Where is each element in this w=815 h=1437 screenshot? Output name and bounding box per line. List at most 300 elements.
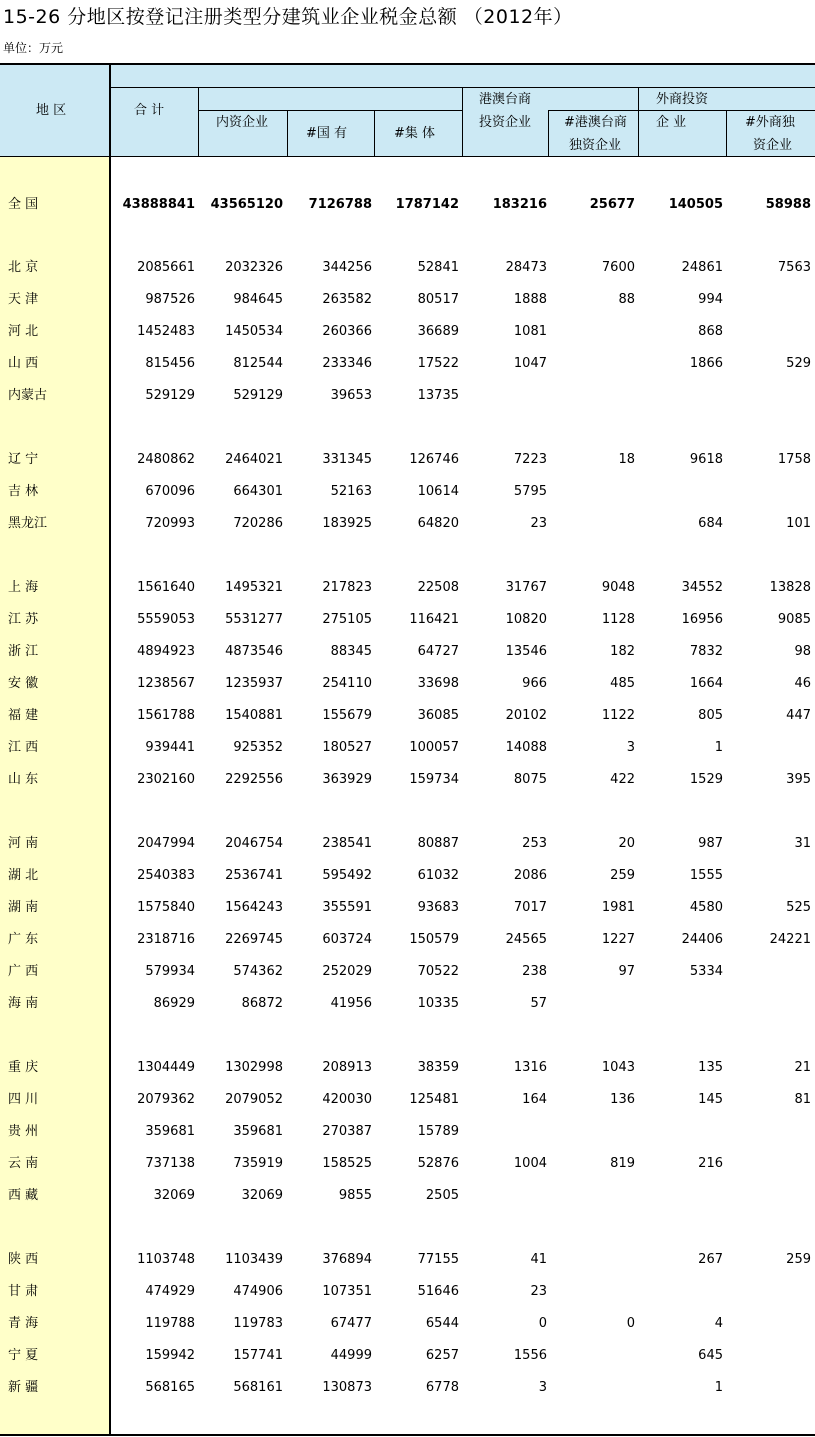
value-cell-domestic: 1235937 bbox=[225, 676, 283, 691]
value-cell-foreign: 145 bbox=[698, 1092, 723, 1107]
value-cell-foreign-sole: 529 bbox=[786, 356, 811, 371]
header-total: 合 计 bbox=[134, 103, 165, 118]
value-cell-domestic: 2292556 bbox=[225, 772, 283, 787]
value-cell-collective: 13735 bbox=[417, 388, 459, 403]
value-cell-foreign: 1555 bbox=[689, 868, 723, 883]
value-cell-collective: 150579 bbox=[409, 932, 459, 947]
value-cell-state: 260366 bbox=[322, 324, 372, 339]
value-cell-foreign: 34552 bbox=[681, 580, 723, 595]
table-row bbox=[0, 578, 815, 598]
value-cell-hmt-sole: 9048 bbox=[601, 580, 635, 595]
value-cell-domestic: 735919 bbox=[233, 1156, 283, 1171]
value-cell-hmt-sole: 182 bbox=[610, 644, 635, 659]
value-cell-collective: 52876 bbox=[417, 1156, 459, 1171]
value-cell-total: 1238567 bbox=[137, 676, 195, 691]
value-cell-hmt: 966 bbox=[522, 676, 547, 691]
region-name-cell: 安 徽 bbox=[8, 676, 39, 691]
value-cell-total: 119788 bbox=[145, 1316, 195, 1331]
value-cell-total: 670096 bbox=[145, 484, 195, 499]
region-name-cell: 河 北 bbox=[8, 324, 39, 339]
value-cell-total: 1561788 bbox=[137, 708, 195, 723]
value-cell-hmt: 183216 bbox=[492, 197, 547, 212]
region-name-cell: 山 东 bbox=[8, 772, 39, 787]
value-cell-collective: 100057 bbox=[409, 740, 459, 755]
value-cell-domestic: 664301 bbox=[233, 484, 283, 499]
value-cell-hmt: 41 bbox=[530, 1252, 547, 1267]
table-row bbox=[0, 1282, 815, 1302]
value-cell-foreign: 7832 bbox=[689, 644, 723, 659]
value-cell-state: 41956 bbox=[330, 996, 372, 1011]
value-cell-collective: 77155 bbox=[417, 1252, 459, 1267]
value-cell-collective: 64727 bbox=[417, 644, 459, 659]
value-cell-state: 603724 bbox=[322, 932, 372, 947]
region-name-cell: 河 南 bbox=[8, 836, 39, 851]
header-divider bbox=[287, 110, 288, 157]
value-cell-domestic: 359681 bbox=[233, 1124, 283, 1139]
region-name-cell: 黑龙江 bbox=[8, 516, 48, 531]
region-name-cell: 浙 江 bbox=[8, 644, 39, 659]
value-cell-hmt-sole: 1981 bbox=[601, 900, 635, 915]
value-cell-collective: 51646 bbox=[417, 1284, 459, 1299]
value-cell-domestic: 1450534 bbox=[225, 324, 283, 339]
value-cell-state: 107351 bbox=[322, 1284, 372, 1299]
value-cell-state: 252029 bbox=[322, 964, 372, 979]
value-cell-domestic: 2046754 bbox=[225, 836, 283, 851]
value-cell-hmt: 10820 bbox=[505, 612, 547, 627]
table-row bbox=[0, 290, 815, 310]
value-cell-total: 2085661 bbox=[137, 260, 195, 275]
table-row bbox=[0, 1346, 815, 1366]
header-hmt-line1: 港澳台商 bbox=[479, 92, 532, 107]
value-cell-domestic: 1564243 bbox=[225, 900, 283, 915]
value-cell-collective: 125481 bbox=[409, 1092, 459, 1107]
value-cell-total: 2047994 bbox=[137, 836, 195, 851]
value-cell-domestic: 5531277 bbox=[225, 612, 283, 627]
value-cell-state: 88345 bbox=[330, 644, 372, 659]
value-cell-domestic: 1302998 bbox=[225, 1060, 283, 1075]
value-cell-total: 43888841 bbox=[122, 197, 195, 212]
value-cell-hmt: 5795 bbox=[513, 484, 547, 499]
region-name-cell: 吉 林 bbox=[8, 484, 39, 499]
value-cell-foreign: 868 bbox=[698, 324, 723, 339]
value-cell-collective: 52841 bbox=[417, 260, 459, 275]
value-cell-collective: 15789 bbox=[417, 1124, 459, 1139]
value-cell-state: 217823 bbox=[322, 580, 372, 595]
value-cell-total: 720993 bbox=[145, 516, 195, 531]
value-cell-hmt: 0 bbox=[538, 1316, 547, 1331]
table-row bbox=[0, 1058, 815, 1078]
table-row bbox=[0, 610, 815, 630]
value-cell-hmt-sole: 20 bbox=[618, 836, 635, 851]
value-cell-collective: 6544 bbox=[425, 1316, 459, 1331]
region-name-cell: 云 南 bbox=[8, 1156, 39, 1171]
header-collective: #集 体 bbox=[394, 126, 436, 141]
value-cell-total: 4894923 bbox=[137, 644, 195, 659]
table-row bbox=[0, 354, 815, 374]
value-cell-domestic: 2269745 bbox=[225, 932, 283, 947]
value-cell-foreign-sole: 101 bbox=[786, 516, 811, 531]
value-cell-hmt-sole: 1128 bbox=[601, 612, 635, 627]
value-cell-collective: 80517 bbox=[417, 292, 459, 307]
region-name-cell: 山 西 bbox=[8, 356, 39, 371]
region-name-cell: 青 海 bbox=[8, 1316, 39, 1331]
value-cell-collective: 126746 bbox=[409, 452, 459, 467]
value-cell-state: 355591 bbox=[322, 900, 372, 915]
value-cell-total: 359681 bbox=[145, 1124, 195, 1139]
value-cell-hmt: 1556 bbox=[513, 1348, 547, 1363]
table-row bbox=[0, 1378, 815, 1398]
value-cell-total: 1452483 bbox=[137, 324, 195, 339]
value-cell-hmt-sole: 1043 bbox=[601, 1060, 635, 1075]
value-cell-hmt: 7017 bbox=[513, 900, 547, 915]
value-cell-hmt: 238 bbox=[522, 964, 547, 979]
table-row bbox=[0, 706, 815, 726]
value-cell-total: 987526 bbox=[145, 292, 195, 307]
value-cell-foreign: 1529 bbox=[689, 772, 723, 787]
region-name-cell: 海 南 bbox=[8, 996, 39, 1011]
table-row bbox=[0, 1122, 815, 1142]
table-bottom-rule bbox=[0, 1434, 815, 1436]
region-name-cell: 江 苏 bbox=[8, 612, 39, 627]
value-cell-total: 86929 bbox=[153, 996, 195, 1011]
table-row bbox=[0, 962, 815, 982]
value-cell-foreign: 216 bbox=[698, 1156, 723, 1171]
header-rule-3 bbox=[548, 110, 815, 111]
region-name-cell: 宁 夏 bbox=[8, 1348, 39, 1363]
value-cell-total: 1561640 bbox=[137, 580, 195, 595]
value-cell-total: 2318716 bbox=[137, 932, 195, 947]
table-row bbox=[0, 866, 815, 886]
value-cell-foreign: 994 bbox=[698, 292, 723, 307]
value-cell-hmt: 1047 bbox=[513, 356, 547, 371]
value-cell-state: 9855 bbox=[338, 1188, 372, 1203]
header-foreign-line2: 企 业 bbox=[656, 115, 687, 130]
value-cell-collective: 17522 bbox=[417, 356, 459, 371]
value-cell-hmt-sole: 25677 bbox=[589, 197, 635, 212]
table-row bbox=[0, 1154, 815, 1174]
value-cell-domestic: 1103439 bbox=[225, 1252, 283, 1267]
value-cell-state: 67477 bbox=[330, 1316, 372, 1331]
value-cell-hmt: 1888 bbox=[513, 292, 547, 307]
value-cell-foreign: 4580 bbox=[689, 900, 723, 915]
value-cell-hmt: 31767 bbox=[505, 580, 547, 595]
header-domestic: 内资企业 bbox=[216, 115, 269, 130]
value-cell-state: 7126788 bbox=[308, 197, 372, 212]
value-cell-total: 2540383 bbox=[137, 868, 195, 883]
value-cell-domestic: 812544 bbox=[233, 356, 283, 371]
value-cell-state: 363929 bbox=[322, 772, 372, 787]
value-cell-collective: 22508 bbox=[417, 580, 459, 595]
header-state-owned: #国 有 bbox=[306, 126, 348, 141]
region-name-cell: 全 国 bbox=[8, 197, 39, 212]
table-row bbox=[0, 834, 815, 854]
value-cell-total: 2480862 bbox=[137, 452, 195, 467]
value-cell-state: 263582 bbox=[322, 292, 372, 307]
region-name-cell: 湖 北 bbox=[8, 868, 39, 883]
value-cell-foreign: 16956 bbox=[681, 612, 723, 627]
region-name-cell: 辽 宁 bbox=[8, 452, 39, 467]
region-name-cell: 上 海 bbox=[8, 580, 39, 595]
header-divider bbox=[374, 110, 375, 157]
value-cell-foreign: 1 bbox=[714, 740, 723, 755]
value-cell-foreign-sole: 395 bbox=[786, 772, 811, 787]
value-cell-state: 420030 bbox=[322, 1092, 372, 1107]
table-row bbox=[0, 994, 815, 1014]
value-cell-foreign-sole: 24221 bbox=[769, 932, 811, 947]
value-cell-collective: 38359 bbox=[417, 1060, 459, 1075]
table-top-rule bbox=[0, 63, 815, 65]
value-cell-foreign: 1 bbox=[714, 1380, 723, 1395]
value-cell-total: 529129 bbox=[145, 388, 195, 403]
value-cell-foreign: 267 bbox=[698, 1252, 723, 1267]
value-cell-state: 254110 bbox=[322, 676, 372, 691]
value-cell-hmt-sole: 422 bbox=[610, 772, 635, 787]
region-name-cell: 福 建 bbox=[8, 708, 39, 723]
region-name-cell: 西 藏 bbox=[8, 1188, 39, 1203]
value-cell-state: 183925 bbox=[322, 516, 372, 531]
value-cell-hmt: 2086 bbox=[513, 868, 547, 883]
table-row bbox=[0, 898, 815, 918]
value-cell-hmt-sole: 88 bbox=[618, 292, 635, 307]
table-row bbox=[0, 642, 815, 662]
value-cell-hmt-sole: 1227 bbox=[601, 932, 635, 947]
value-cell-hmt: 1316 bbox=[513, 1060, 547, 1075]
value-cell-state: 376894 bbox=[322, 1252, 372, 1267]
value-cell-foreign: 1866 bbox=[689, 356, 723, 371]
value-cell-state: 39653 bbox=[330, 388, 372, 403]
table-row bbox=[0, 258, 815, 278]
value-cell-foreign: 4 bbox=[714, 1316, 723, 1331]
table-row bbox=[0, 514, 815, 534]
value-cell-hmt: 23 bbox=[530, 516, 547, 531]
value-cell-state: 180527 bbox=[322, 740, 372, 755]
value-cell-domestic: 568161 bbox=[233, 1380, 283, 1395]
region-name-cell: 贵 州 bbox=[8, 1124, 39, 1139]
value-cell-foreign: 987 bbox=[698, 836, 723, 851]
header-divider bbox=[638, 87, 639, 157]
header-foreign-sole-line1: #外商独 bbox=[745, 115, 795, 130]
value-cell-collective: 61032 bbox=[417, 868, 459, 883]
value-cell-foreign-sole: 447 bbox=[786, 708, 811, 723]
value-cell-domestic: 529129 bbox=[233, 388, 283, 403]
value-cell-domestic: 2464021 bbox=[225, 452, 283, 467]
region-column-background bbox=[0, 157, 110, 1434]
table-row bbox=[0, 386, 815, 406]
value-cell-hmt: 24565 bbox=[505, 932, 547, 947]
value-cell-collective: 33698 bbox=[417, 676, 459, 691]
value-cell-foreign-sole: 98 bbox=[794, 644, 811, 659]
value-cell-domestic: 574362 bbox=[233, 964, 283, 979]
value-cell-collective: 70522 bbox=[417, 964, 459, 979]
value-cell-state: 595492 bbox=[322, 868, 372, 883]
header-hmt-line2: 投资企业 bbox=[479, 115, 532, 130]
header-region: 地 区 bbox=[36, 103, 67, 118]
value-cell-total: 579934 bbox=[145, 964, 195, 979]
value-cell-foreign-sole: 31 bbox=[794, 836, 811, 851]
value-cell-state: 44999 bbox=[330, 1348, 372, 1363]
region-name-cell: 北 京 bbox=[8, 260, 39, 275]
value-cell-foreign-sole: 1758 bbox=[777, 452, 811, 467]
value-cell-foreign: 5334 bbox=[689, 964, 723, 979]
header-divider bbox=[198, 87, 199, 157]
region-name-cell: 广 东 bbox=[8, 932, 39, 947]
value-cell-domestic: 1540881 bbox=[225, 708, 283, 723]
value-cell-hmt: 28473 bbox=[505, 260, 547, 275]
value-cell-domestic: 2032326 bbox=[225, 260, 283, 275]
value-cell-hmt-sole: 97 bbox=[618, 964, 635, 979]
value-cell-collective: 6778 bbox=[425, 1380, 459, 1395]
value-cell-foreign: 645 bbox=[698, 1348, 723, 1363]
value-cell-hmt-sole: 3 bbox=[626, 740, 635, 755]
value-cell-domestic: 925352 bbox=[233, 740, 283, 755]
value-cell-collective: 10614 bbox=[417, 484, 459, 499]
table-row bbox=[0, 930, 815, 950]
value-cell-hmt: 8075 bbox=[513, 772, 547, 787]
value-cell-hmt: 1081 bbox=[513, 324, 547, 339]
table-row bbox=[0, 1314, 815, 1334]
value-cell-foreign: 24861 bbox=[681, 260, 723, 275]
value-cell-total: 474929 bbox=[145, 1284, 195, 1299]
header-foreign-line1: 外商投资 bbox=[656, 92, 709, 107]
value-cell-foreign-sole: 9085 bbox=[777, 612, 811, 627]
header-rule-2 bbox=[198, 110, 462, 111]
page-title: 15-26 分地区按登记注册类型分建筑业企业税金总额 （2012年） bbox=[3, 6, 573, 28]
value-cell-domestic: 474906 bbox=[233, 1284, 283, 1299]
table-row bbox=[0, 1090, 815, 1110]
table-row bbox=[0, 1250, 815, 1270]
value-cell-hmt-sole: 485 bbox=[610, 676, 635, 691]
value-cell-domestic: 2079052 bbox=[225, 1092, 283, 1107]
value-cell-state: 275105 bbox=[322, 612, 372, 627]
value-cell-domestic: 4873546 bbox=[225, 644, 283, 659]
header-divider bbox=[462, 87, 463, 157]
value-cell-collective: 10335 bbox=[417, 996, 459, 1011]
value-cell-hmt-sole: 0 bbox=[626, 1316, 635, 1331]
value-cell-state: 238541 bbox=[322, 836, 372, 851]
value-cell-hmt-sole: 18 bbox=[618, 452, 635, 467]
value-cell-foreign: 1664 bbox=[689, 676, 723, 691]
region-name-cell: 甘 肃 bbox=[8, 1284, 39, 1299]
value-cell-state: 155679 bbox=[322, 708, 372, 723]
value-cell-hmt-sole: 136 bbox=[610, 1092, 635, 1107]
value-cell-hmt: 164 bbox=[522, 1092, 547, 1107]
value-cell-collective: 6257 bbox=[425, 1348, 459, 1363]
value-cell-collective: 36085 bbox=[417, 708, 459, 723]
header-hmt-sole-line1: #港澳台商 bbox=[564, 115, 627, 130]
value-cell-state: 208913 bbox=[322, 1060, 372, 1075]
value-cell-total: 1304449 bbox=[137, 1060, 195, 1075]
value-cell-total: 32069 bbox=[153, 1188, 195, 1203]
table-row bbox=[0, 482, 815, 502]
value-cell-foreign-sole: 81 bbox=[794, 1092, 811, 1107]
value-cell-foreign-sole: 46 bbox=[794, 676, 811, 691]
value-cell-total: 2302160 bbox=[137, 772, 195, 787]
value-cell-hmt-sole: 259 bbox=[610, 868, 635, 883]
value-cell-state: 233346 bbox=[322, 356, 372, 371]
table-row bbox=[0, 1186, 815, 1206]
value-cell-foreign: 9618 bbox=[689, 452, 723, 467]
table-row-national bbox=[0, 195, 815, 215]
value-cell-domestic: 1495321 bbox=[225, 580, 283, 595]
value-cell-domestic: 86872 bbox=[241, 996, 283, 1011]
value-cell-foreign-sole: 13828 bbox=[769, 580, 811, 595]
value-cell-state: 344256 bbox=[322, 260, 372, 275]
value-cell-foreign: 805 bbox=[698, 708, 723, 723]
header-foreign-sole-line2: 资企业 bbox=[753, 138, 793, 153]
header-hmt-sole-line2: 独资企业 bbox=[569, 138, 622, 153]
value-cell-hmt: 1004 bbox=[513, 1156, 547, 1171]
value-cell-collective: 116421 bbox=[409, 612, 459, 627]
value-cell-hmt: 7223 bbox=[513, 452, 547, 467]
region-name-cell: 江 西 bbox=[8, 740, 39, 755]
value-cell-hmt: 14088 bbox=[505, 740, 547, 755]
value-cell-domestic: 43565120 bbox=[210, 197, 283, 212]
header-divider bbox=[548, 110, 549, 157]
value-cell-state: 158525 bbox=[322, 1156, 372, 1171]
table-row bbox=[0, 738, 815, 758]
value-cell-domestic: 720286 bbox=[233, 516, 283, 531]
value-cell-collective: 64820 bbox=[417, 516, 459, 531]
value-cell-collective: 36689 bbox=[417, 324, 459, 339]
value-cell-domestic: 2536741 bbox=[225, 868, 283, 883]
table-row bbox=[0, 674, 815, 694]
value-cell-foreign: 24406 bbox=[681, 932, 723, 947]
region-name-cell: 内蒙古 bbox=[8, 388, 48, 403]
value-cell-foreign: 140505 bbox=[668, 197, 723, 212]
header-divider bbox=[726, 110, 727, 157]
value-cell-foreign: 684 bbox=[698, 516, 723, 531]
value-cell-collective: 1787142 bbox=[395, 197, 459, 212]
value-cell-total: 159942 bbox=[145, 1348, 195, 1363]
value-cell-state: 270387 bbox=[322, 1124, 372, 1139]
value-cell-foreign: 135 bbox=[698, 1060, 723, 1075]
value-cell-hmt: 20102 bbox=[505, 708, 547, 723]
value-cell-total: 1103748 bbox=[137, 1252, 195, 1267]
value-cell-domestic: 157741 bbox=[233, 1348, 283, 1363]
value-cell-total: 568165 bbox=[145, 1380, 195, 1395]
value-cell-total: 5559053 bbox=[137, 612, 195, 627]
value-cell-foreign-sole: 259 bbox=[786, 1252, 811, 1267]
value-cell-domestic: 32069 bbox=[241, 1188, 283, 1203]
region-name-cell: 天 津 bbox=[8, 292, 39, 307]
table-row bbox=[0, 770, 815, 790]
value-cell-hmt: 23 bbox=[530, 1284, 547, 1299]
value-cell-total: 815456 bbox=[145, 356, 195, 371]
value-cell-total: 1575840 bbox=[137, 900, 195, 915]
value-cell-hmt-sole: 1122 bbox=[601, 708, 635, 723]
value-cell-foreign-sole: 7563 bbox=[777, 260, 811, 275]
value-cell-state: 130873 bbox=[322, 1380, 372, 1395]
table-row bbox=[0, 450, 815, 470]
value-cell-hmt: 3 bbox=[538, 1380, 547, 1395]
value-cell-foreign-sole: 58988 bbox=[765, 197, 811, 212]
header-bottom-rule bbox=[0, 156, 815, 157]
value-cell-hmt: 57 bbox=[530, 996, 547, 1011]
region-name-cell: 广 西 bbox=[8, 964, 39, 979]
value-cell-domestic: 984645 bbox=[233, 292, 283, 307]
value-cell-foreign-sole: 525 bbox=[786, 900, 811, 915]
region-name-cell: 新 疆 bbox=[8, 1380, 39, 1395]
value-cell-collective: 2505 bbox=[425, 1188, 459, 1203]
value-cell-state: 331345 bbox=[322, 452, 372, 467]
value-cell-hmt: 253 bbox=[522, 836, 547, 851]
region-name-cell: 陕 西 bbox=[8, 1252, 39, 1267]
value-cell-total: 939441 bbox=[145, 740, 195, 755]
region-name-cell: 四 川 bbox=[8, 1092, 39, 1107]
unit-label: 单位：万元 bbox=[3, 41, 64, 55]
region-name-cell: 重 庆 bbox=[8, 1060, 39, 1075]
value-cell-total: 2079362 bbox=[137, 1092, 195, 1107]
